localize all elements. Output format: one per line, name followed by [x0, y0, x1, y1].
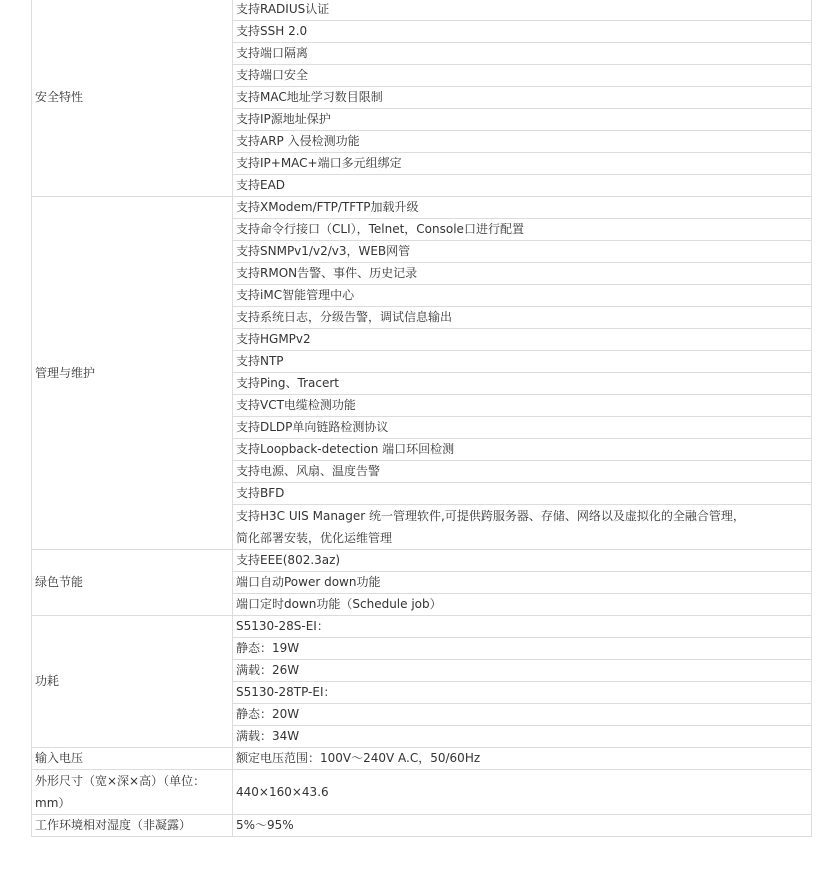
spec-value: 支持IP源地址保护: [233, 109, 812, 131]
table-row: [32, 616, 812, 638]
spec-value: 满载：34W: [233, 726, 812, 748]
spec-value: 支持SSH 2.0: [233, 21, 812, 43]
spec-value-line: 简化部署安装，优化运维管理: [236, 531, 393, 545]
spec-value: 支持DLDP单向链路检测协议: [233, 417, 812, 439]
spec-value: 支持Loopback-detection 端口环回检测: [233, 439, 812, 461]
table-row: [32, 815, 812, 837]
spec-value: 支持IP+MAC+端口多元组绑定: [233, 153, 812, 175]
category-cell-voltage: 输入电压: [32, 748, 233, 770]
spec-value: 额定电压范围：100V～240V A.C，50/60Hz: [233, 748, 812, 770]
spec-value: 满载：26W: [233, 660, 812, 682]
category-cell-dimensions: [32, 770, 233, 815]
spec-value: 支持RADIUS认证: [233, 0, 812, 21]
spec-value: 支持EAD: [233, 175, 812, 197]
spec-value: 静态：20W: [233, 704, 812, 726]
spec-value: 440×160×43.6: [233, 770, 812, 815]
spec-value: 支持EEE(802.3az): [233, 550, 812, 572]
category-line: mm）: [35, 796, 71, 810]
spec-value: 支持电源、风扇、温度告警: [233, 461, 812, 483]
spec-value: 支持端口安全: [233, 65, 812, 87]
category-cell-humidity: 工作环境相对湿度（非凝露）: [32, 815, 233, 837]
spec-value: 支持NTP: [233, 351, 812, 373]
spec-value: 支持HGMPv2: [233, 329, 812, 351]
spec-value: S5130-28S-EI：: [233, 616, 812, 638]
table-row: [32, 550, 812, 572]
spec-value: 支持系统日志，分级告警，调试信息输出: [233, 307, 812, 329]
category-line: 外形尺寸（宽×深×高）（单位：: [35, 774, 206, 788]
spec-value: 支持命令行接口（CLI），Telnet，Console口进行配置: [233, 219, 812, 241]
spec-value: 支持端口隔离: [233, 43, 812, 65]
spec-table: [31, 0, 812, 837]
spec-value: 端口定时down功能（Schedule job）: [233, 594, 812, 616]
table-row: [32, 748, 812, 770]
spec-value: 支持RMON告警、事件、历史记录: [233, 263, 812, 285]
category-cell-management: 管理与维护: [32, 197, 233, 550]
spec-value: 支持ARP 入侵检测功能: [233, 131, 812, 153]
spec-value: 支持iMC智能管理中心: [233, 285, 812, 307]
table-row: [32, 0, 812, 21]
spec-value: 支持VCT电缆检测功能: [233, 395, 812, 417]
table-row: [32, 197, 812, 219]
spec-value: 支持MAC地址学习数目限制: [233, 87, 812, 109]
spec-value: 支持SNMPv1/v2/v3，WEB网管: [233, 241, 812, 263]
spec-value: 支持BFD: [233, 483, 812, 505]
spec-value: 支持Ping、Tracert: [233, 373, 812, 395]
category-cell-green: 绿色节能: [32, 550, 233, 616]
spec-value: 5%～95%: [233, 815, 812, 837]
table-row: [32, 770, 812, 815]
spec-value-multiline: [233, 505, 812, 550]
category-cell-security: 安全特性: [32, 0, 233, 197]
spec-value-line: 支持H3C UIS Manager 统一管理软件,可提供跨服务器、存储、网络以及虚拟化的全融合管理，: [236, 509, 745, 523]
category-cell-power: 功耗: [32, 616, 233, 748]
spec-value: 支持XModem/FTP/TFTP加载升级: [233, 197, 812, 219]
spec-value: 端口自动Power down功能: [233, 572, 812, 594]
spec-value: S5130-28TP-EI：: [233, 682, 812, 704]
spec-value: 静态：19W: [233, 638, 812, 660]
